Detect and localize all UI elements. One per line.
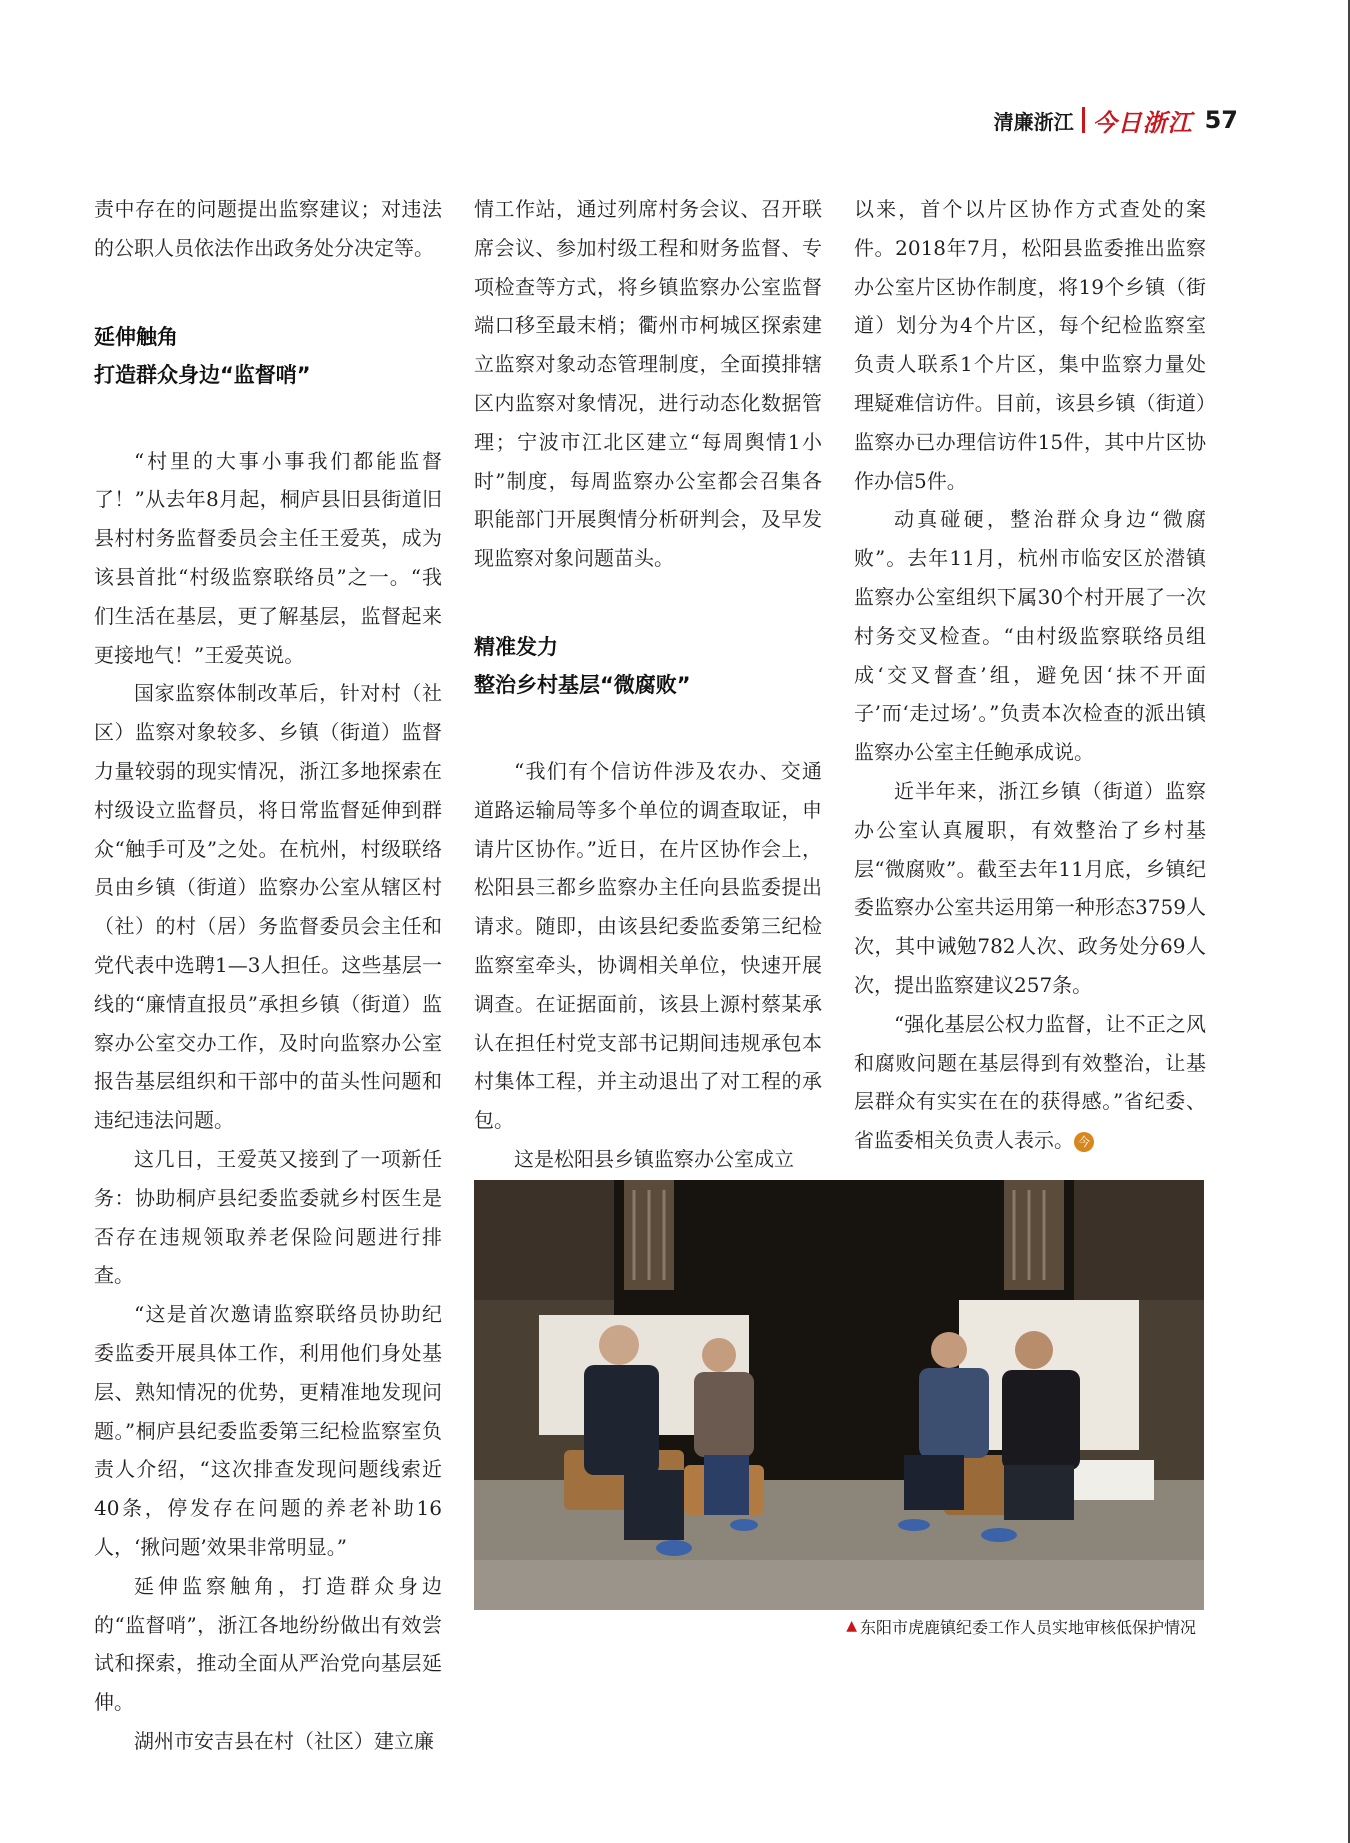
page-number: 57	[1204, 106, 1238, 134]
paragraph-text: “强化基层公权力监督，让不正之风和腐败问题在基层得到有效整治，让基层群众有实实在在的获得感。”省纪委、省监委相关负责人表示。	[854, 1011, 1206, 1153]
section-heading-line2: 打造群众身边“监督哨”	[94, 362, 311, 387]
article-column-1	[94, 190, 442, 1761]
paragraph: 湖州市安吉县在村（社区）建立廉	[134, 1728, 434, 1753]
section-heading-line2: 整治乡村基层“微腐败”	[474, 672, 691, 697]
end-mark-icon: 今	[1074, 1132, 1094, 1152]
photo-illustration	[474, 1180, 1204, 1610]
article-photo	[474, 1180, 1204, 1642]
paragraph: “我们有个信访件涉及农办、交通道路运输局等多个单位的调查取证，申请片区协作。”近日，在片区协作会上，松阳县三都乡监察办主任向县监委提出请求。随即，由该县纪委监委第三纪检监察室牵头，协调相关单位，快速开展调查。在证据面前，该县上源村蔡某承认在担任村党支部书记期间违规承包本村集体工程，并主动退出了对工程的承包。	[474, 758, 822, 1133]
caption-triangle-icon: ▲	[846, 1618, 857, 1634]
article-column-3	[854, 190, 1206, 1160]
paragraph: 这几日，王爱英又接到了一项新任务：协助桐庐县纪委监委就乡村医生是否存在违规领取养老保险问题进行排查。	[94, 1146, 442, 1288]
photo-caption	[474, 1610, 1204, 1642]
paragraph: “村里的大事小事我们都能监督了！”从去年8月起，桐庐县旧县街道旧县村村务监督委员会主任王爱英，成为该县首批“村级监察联络员”之一。“我们生活在基层，更了解基层，监督起来更接地气！”王爱英说。	[94, 448, 442, 667]
page-header	[994, 102, 1238, 138]
paragraph: 动真碰硬，整治群众身边“微腐败”。去年11月，杭州市临安区於潜镇监察办公室组织下属30个村开展了一次村务交叉检查。“由村级监察联络员组成‘交叉督查’组，避免因‘抹不开面子’而‘走过场’。”负责本次检查的派出镇监察办公室主任鲍承成说。	[854, 507, 1206, 765]
section-heading-line1: 延伸触角	[94, 324, 178, 349]
paragraph: 延伸监察触角，打造群众身边的“监督哨”，浙江各地纷纷做出有效尝试和探索，推动全面从严治党向基层延伸。	[94, 1573, 442, 1715]
magazine-logo: 今日浙江	[1092, 107, 1193, 137]
paragraph-final	[854, 1005, 1206, 1160]
paragraph: 情工作站，通过列席村务会议、召开联席会议、参加村级工程和财务监督、专项检查等方式，将乡镇监察办公室监督端口移至最末梢；衢州市柯城区探索建立监察对象动态管理制度，全面摸排辖区内监察对象情况，进行动态化数据管理；宁波市江北区建立“每周舆情1小时”制度，每周监察办公室都会召集各职能部门开展舆情分析研判会，及早发现监察对象问题苗头。	[474, 197, 822, 571]
section-heading-line1: 精准发力	[474, 634, 558, 659]
article-column-2	[474, 190, 822, 1179]
section-title: 清廉浙江	[993, 109, 1074, 134]
caption-text: 东阳市虎鹿镇纪委工作人员实地审核低保护情况	[859, 1617, 1196, 1637]
header-divider	[1082, 107, 1085, 133]
paragraph: “这是首次邀请监察联络员协助纪委监委开展具体工作，利用他们身处基层、熟知情况的优势，更精准地发现问题。”桐庐县纪委监委第三纪检监察室负责人介绍，“这次排查发现问题线索近40条，停发存在问题的养老补助16人，‘揪问题’效果非常明显。”	[94, 1302, 442, 1559]
paragraph: 以来，首个以片区协作方式查处的案件。2018年7月，松阳县监委推出监察办公室片区协作制度，将19个乡镇（街道）划分为4个片区，每个纪检监察室负责人联系1个片区，集中监察力量处理疑难信访件。目前，该县乡镇（街道）监察办已办理信访件15件，其中片区协作办信5件。	[854, 197, 1206, 493]
paragraph: 近半年来，浙江乡镇（街道）监察办公室认真履职，有效整治了乡村基层“微腐败”。截至去年11月底，乡镇纪委监察办公室共运用第一种形态3759人次，其中诫勉782人次、政务处分69人次，提出监察建议257条。	[854, 778, 1206, 997]
paragraph: 责中存在的问题提出监察建议；对违法的公职人员依法作出政务处分决定等。	[94, 197, 442, 260]
paragraph: 国家监察体制改革后，针对村（社区）监察对象较多、乡镇（街道）监督力量较弱的现实情况，浙江多地探索在村级设立监督员，将日常监督延伸到群众“触手可及”之处。在杭州，村级联络员由乡镇（街道）监察办公室从辖区村（社）的村（居）务监督委员会主任和党代表中选聘1—3人担任。这些基层一线的“廉情直报员”承担乡镇（街道）监察办公室交办工作，及时向监察办公室报告基层组织和干部中的苗头性问题和违纪违法问题。	[94, 681, 442, 1133]
paragraph: 这是松阳县乡镇监察办公室成立	[514, 1146, 794, 1171]
